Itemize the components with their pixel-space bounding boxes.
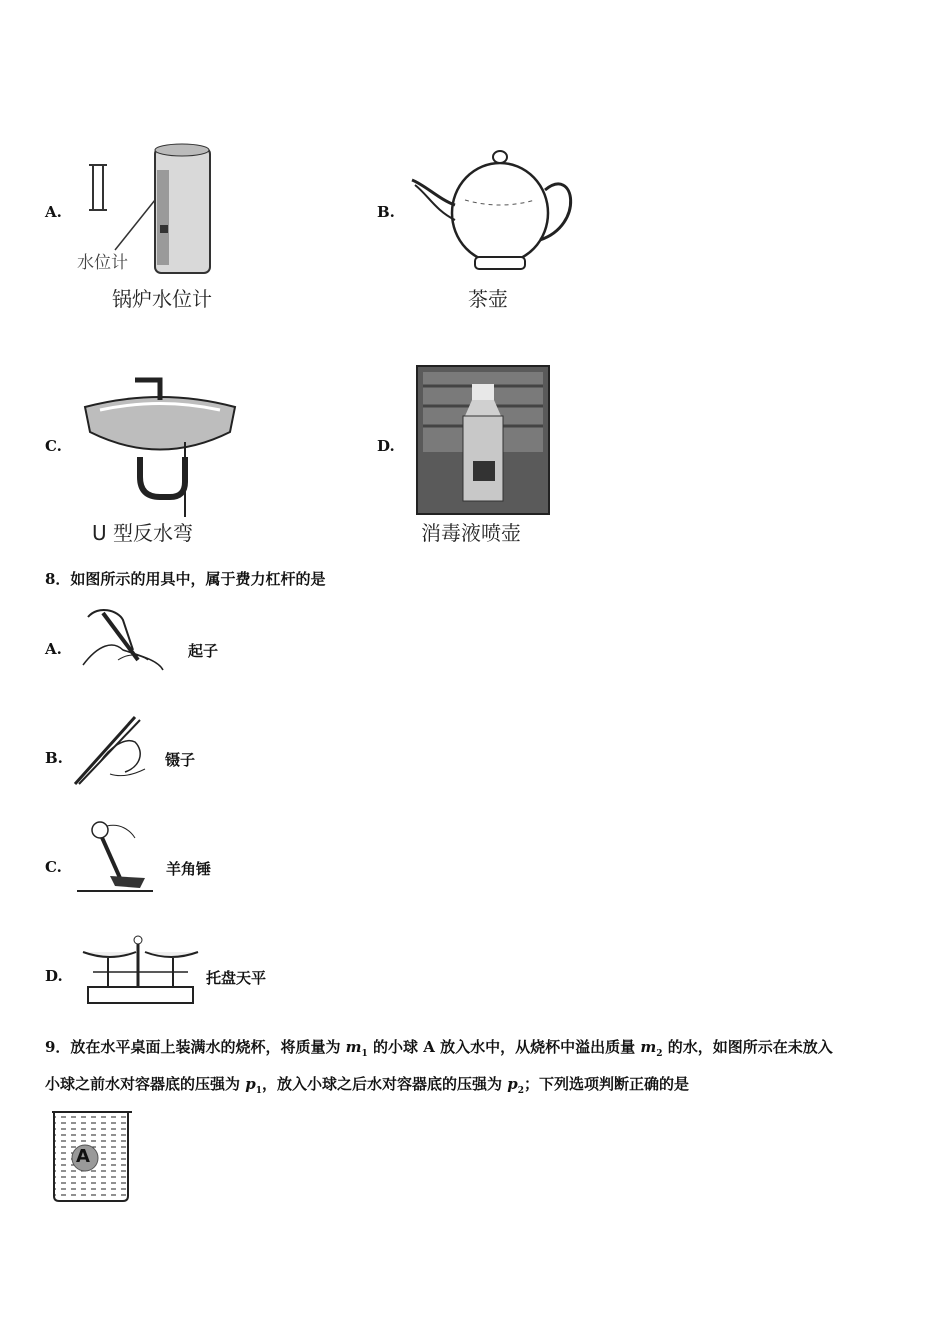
q9-p2: p xyxy=(507,1075,518,1093)
q9-m2-sub: 2 xyxy=(656,1049,663,1059)
q9-p1: p xyxy=(245,1075,256,1093)
q9-text-1c: 的水，如图所示在未放入 xyxy=(662,1038,833,1056)
q7-option-c-caption: U 型反水弯 xyxy=(92,521,193,545)
q8-option-c-label: 羊角锤 xyxy=(166,860,212,878)
q7-option-a-caption: 锅炉水位计 xyxy=(112,287,212,311)
tweezers-image xyxy=(70,712,155,787)
q8-option-d-label: 托盘天平 xyxy=(206,969,267,987)
q8-stem: 8．如图所示的用具中，属于费力杠杆的是 xyxy=(45,570,326,588)
q8-option-c-letter: C. xyxy=(45,858,62,876)
q8-option-a-label: 起子 xyxy=(188,642,219,660)
q9-text-2a: 小球之前水对容器底的压强为 xyxy=(45,1075,246,1093)
ball-a-label: A xyxy=(76,1146,90,1167)
q9-m2: m xyxy=(640,1038,657,1056)
q8-option-a-letter: A. xyxy=(45,640,62,658)
beaker-diagram xyxy=(50,1108,132,1204)
q8-option-b-label: 镊子 xyxy=(165,751,196,769)
q9-text-2b: ，放入小球之后水对容器底的压强为 xyxy=(262,1075,508,1093)
q9-text-1b: 的小球 A 放入水中，从烧杯中溢出质量 xyxy=(367,1038,641,1056)
teapot-image xyxy=(410,145,575,275)
q9-text-1a: 9．放在水平桌面上装满水的烧杯，将质量为 xyxy=(45,1038,346,1056)
balance-scale-image xyxy=(78,932,203,1006)
u-trap-sink-image xyxy=(80,372,240,517)
q7-option-b-caption: 茶壶 xyxy=(468,287,508,311)
water-gauge-inset-label: 水位计 xyxy=(77,253,128,273)
q9-text-2c: ；下列选项判断正确的是 xyxy=(524,1075,690,1093)
q9-m1: m xyxy=(345,1038,362,1056)
q7-option-a-letter: A. xyxy=(45,203,62,221)
disinfectant-spray-bottle-image xyxy=(417,366,549,514)
claw-hammer-image xyxy=(75,818,155,896)
bottle-opener-image xyxy=(78,605,173,677)
q8-option-d-letter: D. xyxy=(45,967,63,985)
q7-option-b-letter: B. xyxy=(377,203,395,221)
q7-option-d-letter: D. xyxy=(377,437,395,455)
q9-p1-sub: 1 xyxy=(255,1086,262,1096)
q9-m1-sub: 1 xyxy=(361,1049,368,1059)
q9-stem-line-2 xyxy=(45,1066,925,1109)
q7-option-d-caption: 消毒液喷壶 xyxy=(421,521,521,545)
q9-p2-sub: 2 xyxy=(517,1086,524,1096)
q8-option-b-letter: B. xyxy=(45,749,63,767)
q7-option-c-letter: C. xyxy=(45,437,62,455)
